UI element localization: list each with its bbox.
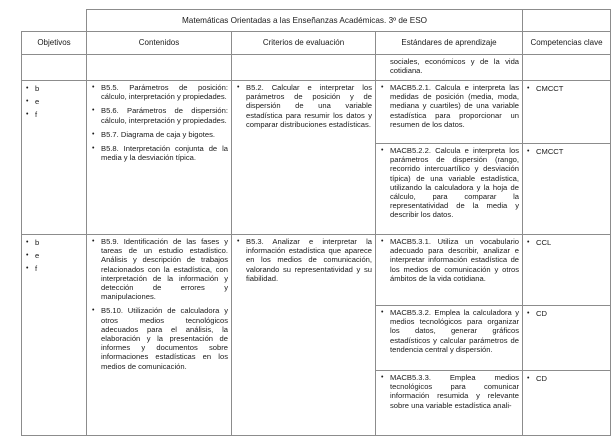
objective-item: • f bbox=[26, 264, 38, 274]
bullet-icon: • bbox=[381, 309, 384, 316]
bullet-icon: • bbox=[26, 239, 29, 246]
bullet-icon: • bbox=[26, 265, 29, 273]
table-title: Matemáticas Orientadas a las Enseñanzas Académicas. 3º de ESO bbox=[87, 10, 523, 32]
competencia-MACB5.2.1: • CMCCT bbox=[523, 81, 611, 144]
block1-objetivos bbox=[22, 81, 87, 235]
standard-MACB5.3.2: • MACB5.3.2. Emplea la calculadora y medios tecnológicos para organizar los datos, generar gráficos estadísticos y calcular parámetros de tendencia central y dispersión. bbox=[376, 306, 523, 371]
competencia-MACB5.3.1: • CCL bbox=[523, 235, 611, 306]
objective-item: • b bbox=[26, 84, 40, 93]
content-item: • B5.7. Diagrama de caja y bigotes. bbox=[92, 129, 215, 139]
header-objetivos: Objetivos bbox=[22, 32, 87, 55]
bullet-icon: • bbox=[26, 98, 29, 106]
bullet-icon: • bbox=[92, 238, 95, 245]
objective-item: • f bbox=[26, 110, 38, 120]
standard-MACB5.3.3: • MACB5.3.3. Emplea medios tecnológicos para comunicar información resumida y relevante sobre una variable estadística anali- bbox=[376, 371, 523, 436]
bullet-icon: • bbox=[381, 238, 384, 245]
header-criterios: Criterios de evaluación bbox=[232, 32, 376, 55]
bullet-icon: • bbox=[92, 107, 95, 115]
standard-MACB5.2.2: • MACB5.2.2. Calcula e interpreta los parámetros de dispersión (rango, recorrido intercuartílico y desviación típica) de una variable estadística, utilizando la calculadora y la hoja de cálculo, para comparar la representatividad de la media y describir los datos. bbox=[376, 144, 523, 235]
header-row bbox=[22, 32, 611, 55]
bullet-icon: • bbox=[527, 85, 530, 92]
objective-item: • b bbox=[26, 238, 40, 247]
content-item: • B5.10. Utilización de calculadora y otros medios tecnológicos adecuados para el análisis, la elaboración y la presentación de informes y documentos sobre informaciones estadísticas en los medios de comunicación. bbox=[92, 306, 228, 371]
curriculum-table bbox=[21, 9, 611, 436]
block2-contenidos bbox=[87, 235, 232, 436]
bullet-icon: • bbox=[381, 147, 384, 154]
bullet-icon: • bbox=[381, 374, 384, 381]
content-item: • B5.5. Parámetros de posición: cálculo, interpretación y propiedades. bbox=[92, 83, 228, 102]
block2-objetivos bbox=[22, 235, 87, 436]
bullet-icon: • bbox=[92, 130, 95, 138]
content-item: • B5.8. Interpretación conjunta de la media y la desviación típica. bbox=[92, 144, 228, 163]
block2-criterio: • B5.3. Analizar e interpretar la información estadística que aparece en los medios de comunicación, valorando su representatividad y su fiabilidad. bbox=[232, 235, 376, 436]
standard-MACB5.2.1: • MACB5.2.1. Calcula e interpreta las medidas de posición (media, moda, mediana y cuartiles) de una variable estadística para proporcionar un resumen de los datos. bbox=[376, 81, 523, 144]
competencia-MACB5.3.2: • CD bbox=[523, 306, 611, 371]
block1-contenidos bbox=[87, 81, 232, 235]
bullet-icon: • bbox=[237, 84, 240, 91]
objective-item: • e bbox=[26, 97, 40, 107]
bullet-icon: • bbox=[26, 85, 29, 92]
block1-row-1 bbox=[22, 81, 611, 144]
content-item: • B5.9. Identificación de las fases y tareas de un estudio estadístico. Análisis y descripción de trabajos relacionados con la estadística, con interpretación de la información y detección de errores y manipulaciones. bbox=[92, 237, 228, 302]
bullet-icon: • bbox=[92, 307, 95, 315]
bullet-icon: • bbox=[527, 239, 530, 246]
content-item: • B5.6. Parámetros de dispersión: cálculo, interpretación y propiedades. bbox=[92, 106, 228, 125]
standard-MACB5.3.1: • MACB5.3.1. Utiliza un vocabulario adecuado para describir, analizar e interpretar información estadística de los medios de comunicación y otros ámbitos de la vida cotidiana. bbox=[376, 235, 523, 306]
bullet-icon: • bbox=[527, 310, 530, 317]
block1-criterio: • B5.2. Calcular e interpretar los parámetros de posición y de dispersión de una variable estadística para resumir los datos y comparar distribuciones estadísticas. bbox=[232, 81, 376, 235]
bullet-icon: • bbox=[527, 148, 530, 155]
block2-row-1 bbox=[22, 235, 611, 306]
bullet-icon: • bbox=[92, 145, 95, 153]
competencia-MACB5.3.3: • CD bbox=[523, 371, 611, 436]
bullet-icon: • bbox=[26, 111, 29, 119]
bullet-icon: • bbox=[381, 84, 384, 91]
header-competencias: Competencias clave bbox=[523, 32, 611, 55]
bullet-icon: • bbox=[237, 238, 240, 245]
header-estandares: Estándares de aprendizaje bbox=[376, 32, 523, 55]
objective-item: • e bbox=[26, 251, 40, 261]
bullet-icon: • bbox=[92, 84, 95, 91]
header-contenidos: Contenidos bbox=[87, 32, 232, 55]
carryover-row bbox=[22, 55, 611, 81]
bullet-icon: • bbox=[527, 375, 530, 382]
bullet-icon: • bbox=[26, 252, 29, 260]
carryover-standard-text: sociales, económicos y de la vida cotidiana. bbox=[376, 55, 523, 81]
competencia-MACB5.2.2: • CMCCT bbox=[523, 144, 611, 235]
